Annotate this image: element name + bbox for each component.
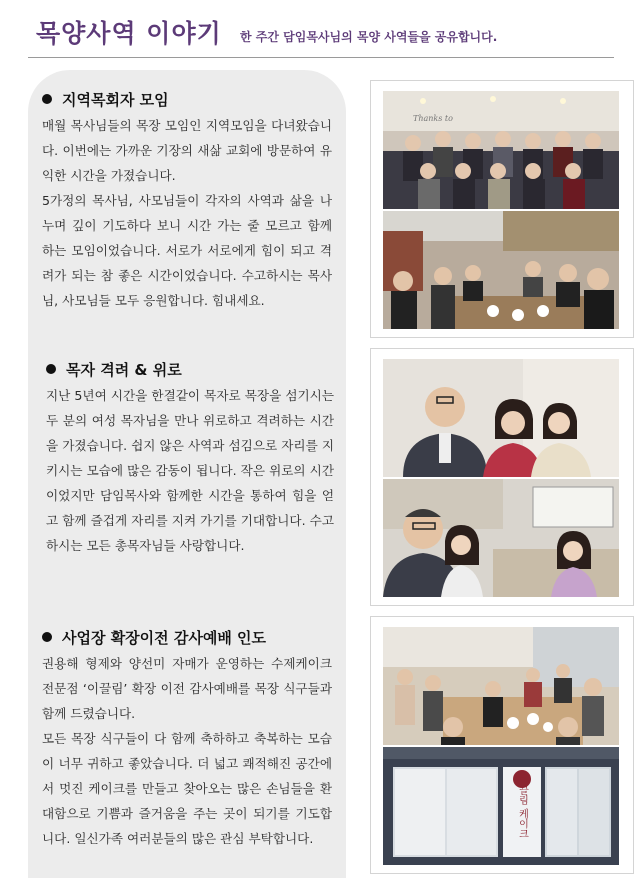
section-heading [46, 358, 334, 380]
photo-group-encouragement [370, 348, 634, 606]
wall-text: Thanks to [413, 114, 453, 123]
bullet-icon [42, 632, 52, 642]
section-heading-text: 지역목회자 모임 [62, 90, 169, 109]
photo-table-gathering [383, 211, 619, 329]
section-heading [42, 88, 332, 110]
section-paragraph: 5가정의 목사님, 사모님들이 각자의 사역과 삶을 나누며 깊이 기도하다 보니 시간 가는 줄 모르고 함께 하는 모임이었습니다. 서로가 서로에게 힘이 되고 격려가 되는 참 좋은 시간이었습니다. 수고하시는 목사님, 사모님들 모두 응원합니다. 힘내세요. [42, 193, 332, 308]
section-business-worship [42, 626, 332, 851]
page-title: 목양사역 이야기 [36, 19, 222, 48]
section-heading-text: 사업장 확장이전 감사예배 인도 [62, 628, 267, 647]
bullet-icon [46, 364, 56, 374]
photo-group-business [370, 616, 634, 874]
page-subtitle: 한 주간 담임목사님의 목양 사역들을 공유합니다. [240, 30, 498, 44]
section-paragraph: 권용해 형제와 양선미 자매가 운영하는 수제케이크 전문점 ‘이끌림’ 확장 이전 감사예배를 목장 식구들과 함께 드렸습니다. [42, 656, 332, 721]
photo-group-regional [370, 80, 634, 338]
photo-shop-storefront [383, 747, 619, 865]
section-regional-pastors [42, 88, 332, 313]
section-heading [42, 626, 332, 648]
photo-group-portrait [383, 91, 619, 209]
section-paragraph: 매월 목사님들의 목장 모임인 지역모임을 다녀왔습니다. 이번에는 가까운 기장의 새삶 교회에 방문하여 유익한 시간을 가졌습니다. [42, 118, 332, 183]
header-divider [28, 57, 614, 58]
section-paragraph: 모든 목장 식구들이 다 함께 축하하고 축복하는 모습이 너무 귀하고 좋았습니다. 더 넓고 쾌적해진 공간에서 멋진 케이크를 만들고 찾아오는 많은 손님들을 환대함으로 기쁨과 즐거움을 주는 곳이 되기를 기도합니다. 일신가족 여러분들의 많은 관심 부탁합니다. [42, 731, 332, 846]
section-shepherd-encouragement [46, 358, 334, 558]
section-paragraph: 지난 5년여 시간을 한결같이 목자로 목장을 섬기시는 두 분의 여성 목자님을 만나 위로하고 격려하는 시간을 가졌습니다. 쉽지 않은 사역과 섬김으로 자리를 지키시는 모습에 많은 감동이 됩니다. 작은 위로의 시간이었지만 담임목사와 함께한 시간을 통하여 힘을 얻고 함께 즐겁게 자리를 지켜 가기를 기대합니다. 수고하시는 모든 총목자님들 사랑합니다. [46, 388, 334, 553]
photo-three-selfie [383, 359, 619, 477]
section-heading-text: 목자 격려 & 위로 [66, 360, 182, 379]
bullet-icon [42, 94, 52, 104]
photo-cafe-selfie [383, 479, 619, 597]
page-header [0, 0, 640, 60]
photo-worship-gathering [383, 627, 619, 745]
shop-sign-text: 이끌림 케이크 [516, 775, 528, 839]
